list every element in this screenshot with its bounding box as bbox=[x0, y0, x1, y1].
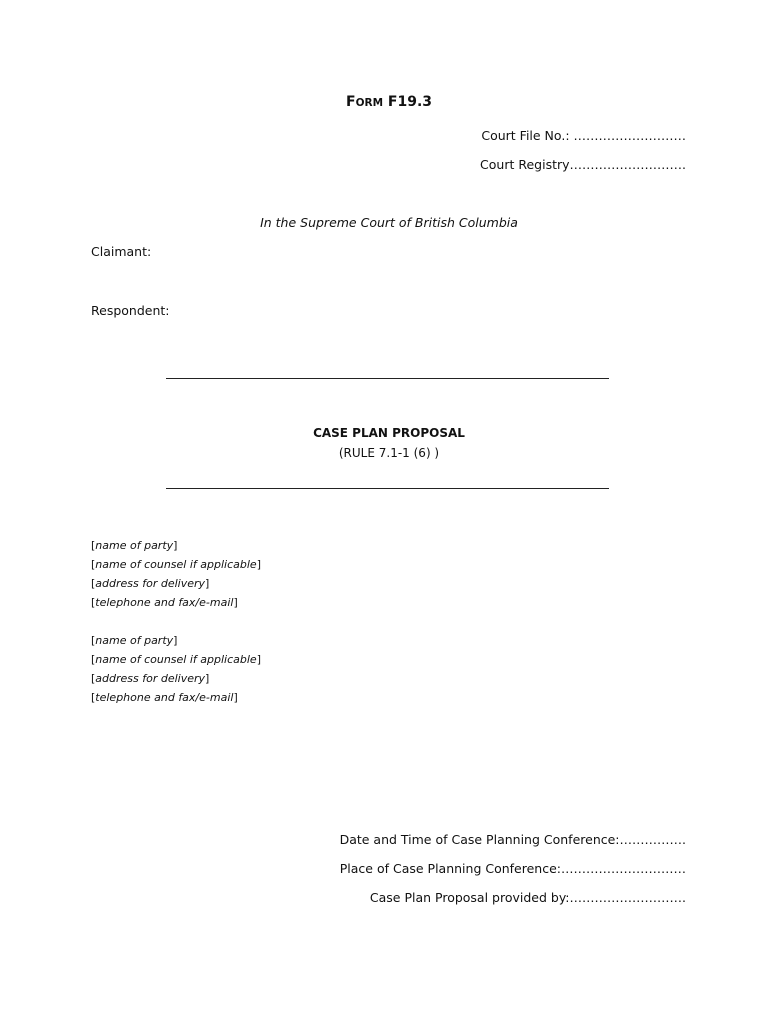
counsel-name-placeholder: [name of counsel if applicable] bbox=[91, 558, 261, 571]
court-name: In the Supreme Court of British Columbia bbox=[260, 215, 518, 230]
document-subtitle: (RULE 7.1-1 (6) ) bbox=[338, 446, 440, 460]
contact-placeholder: [telephone and fax/e-mail] bbox=[91, 596, 238, 609]
delivery-address-placeholder: [address for delivery] bbox=[91, 672, 210, 685]
party-name-placeholder: [name of party] bbox=[91, 634, 178, 647]
form-number: F19.3 bbox=[383, 94, 433, 110]
address-block-2 bbox=[91, 631, 261, 707]
document-title: CASE PLAN PROPOSAL bbox=[313, 426, 465, 440]
form-title bbox=[0, 94, 770, 110]
claimant-label: Claimant: bbox=[91, 244, 152, 259]
court-file-no: Court File No.: ……………………… bbox=[481, 128, 686, 143]
delivery-address-placeholder: [address for delivery] bbox=[91, 577, 210, 590]
respondent-label: Respondent: bbox=[91, 303, 170, 318]
counsel-name-placeholder: [name of counsel if applicable] bbox=[91, 653, 261, 666]
contact-placeholder: [telephone and fax/e-mail] bbox=[91, 691, 238, 704]
court-registry: Court Registry………………………. bbox=[480, 157, 686, 172]
separator-line-top bbox=[166, 378, 609, 379]
separator-line-bottom bbox=[166, 488, 609, 489]
address-block-1 bbox=[91, 536, 261, 612]
conference-place: Place of Case Planning Conference:………………………… bbox=[339, 861, 686, 876]
party-name-placeholder: [name of party] bbox=[91, 539, 178, 552]
form-title-smallcaps: ORM bbox=[355, 97, 384, 109]
conference-date-time: Date and Time of Case Planning Conference:……………. bbox=[339, 832, 686, 847]
proposal-provided-by: Case Plan Proposal provided by:………………………. bbox=[369, 890, 686, 905]
form-title-initial: F bbox=[345, 94, 356, 110]
